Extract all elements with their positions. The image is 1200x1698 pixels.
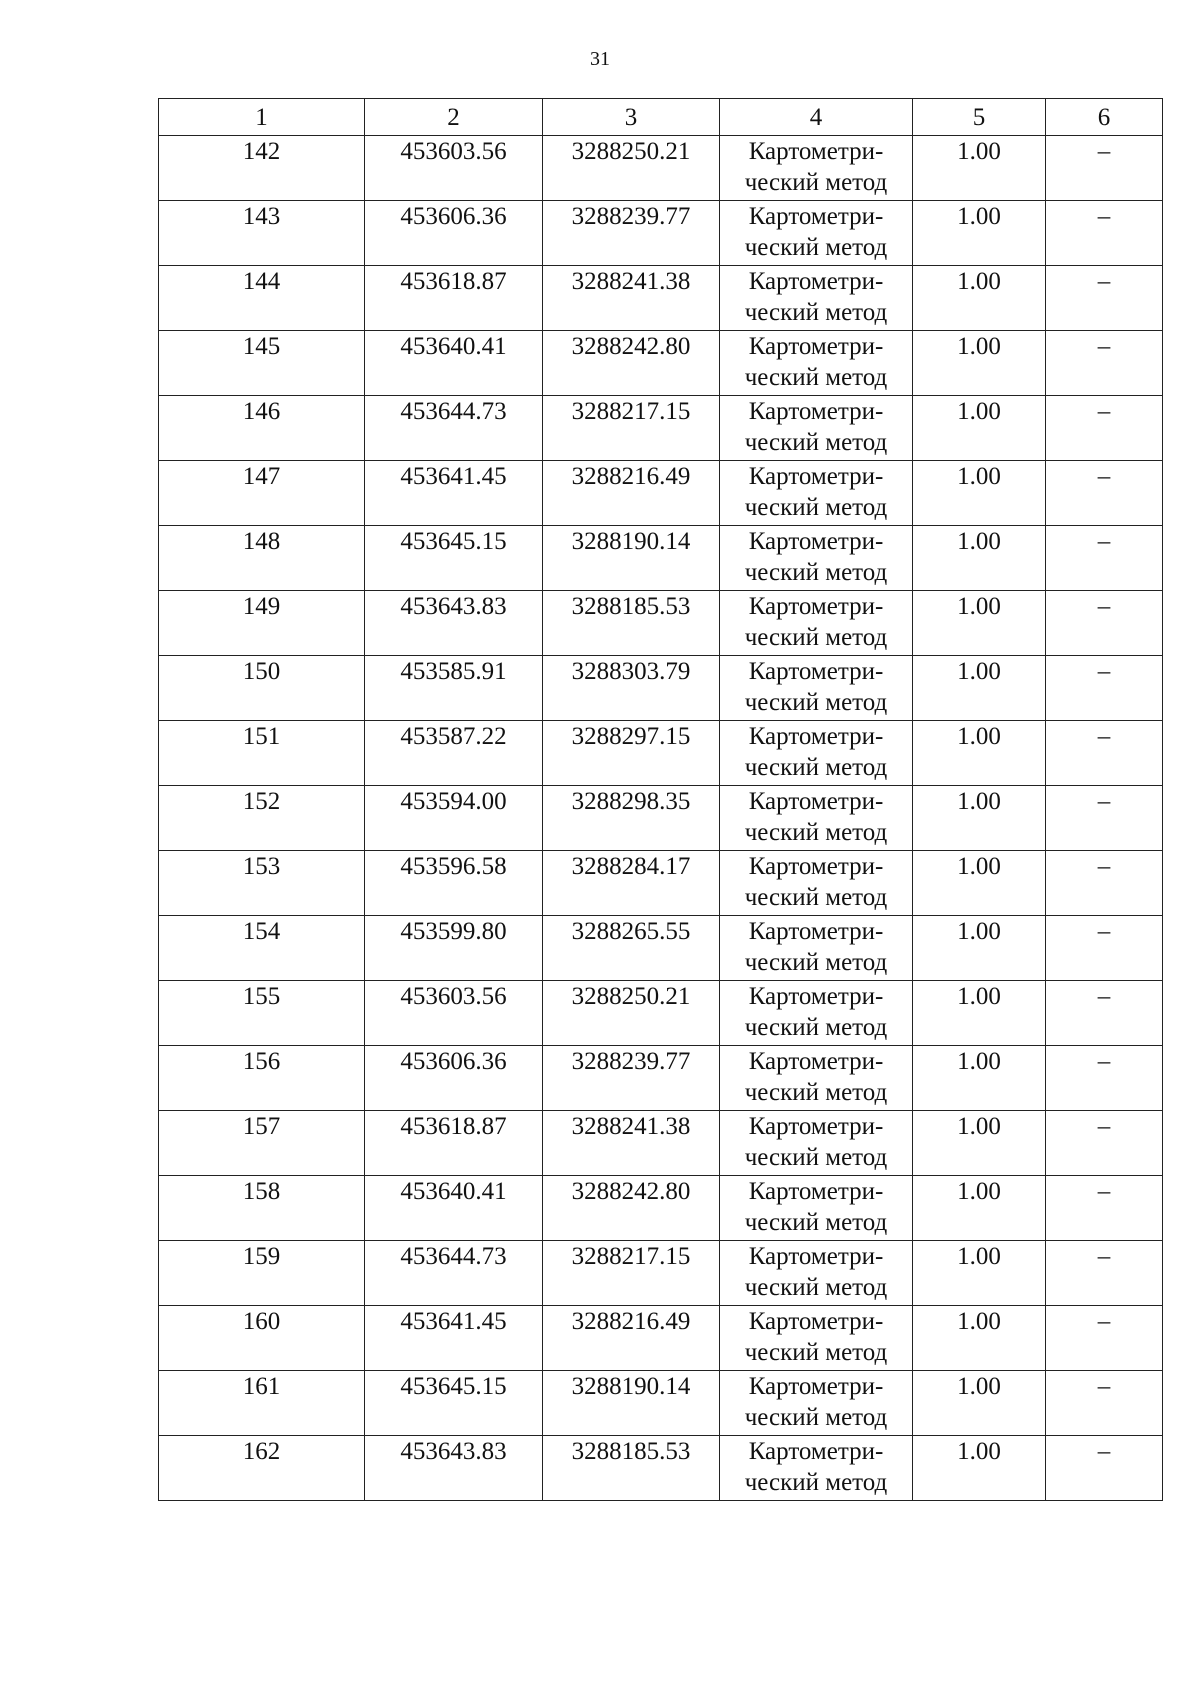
method-text-line: ческий метод	[744, 689, 888, 716]
note-cell: –	[1046, 461, 1163, 526]
table-row	[159, 331, 1163, 396]
point-number-cell: 150	[159, 656, 365, 721]
method-text-line: ческий метод	[744, 1274, 888, 1301]
method-text-line: ческий метод	[744, 624, 888, 651]
x-coordinate-cell: 453641.45	[365, 461, 543, 526]
method-text-line: Картометри-	[748, 788, 884, 815]
table-row	[159, 981, 1163, 1046]
method-text-line: ческий метод	[744, 819, 888, 846]
x-coordinate-cell: 453594.00	[365, 786, 543, 851]
method-text-line: Картометри-	[748, 723, 884, 750]
table-row	[159, 721, 1163, 786]
y-coordinate-cell: 3288250.21	[543, 981, 720, 1046]
note-cell: –	[1046, 136, 1163, 201]
method-text-line: Картометри-	[748, 268, 884, 295]
accuracy-cell: 1.00	[913, 136, 1046, 201]
method-text-line: Картометри-	[748, 853, 884, 880]
method-text-line: Картометри-	[748, 658, 884, 685]
table-row	[159, 851, 1163, 916]
x-coordinate-cell: 453599.80	[365, 916, 543, 981]
y-coordinate-cell: 3288284.17	[543, 851, 720, 916]
method-cell	[720, 266, 913, 331]
point-number-cell: 151	[159, 721, 365, 786]
accuracy-cell: 1.00	[913, 1111, 1046, 1176]
note-cell: –	[1046, 1176, 1163, 1241]
method-text-line: Картометри-	[748, 333, 884, 360]
y-coordinate-cell: 3288298.35	[543, 786, 720, 851]
accuracy-cell: 1.00	[913, 201, 1046, 266]
y-coordinate-cell: 3288265.55	[543, 916, 720, 981]
accuracy-cell: 1.00	[913, 331, 1046, 396]
method-text-line: ческий метод	[744, 884, 888, 911]
y-coordinate-cell: 3288297.15	[543, 721, 720, 786]
x-coordinate-cell: 453603.56	[365, 981, 543, 1046]
y-coordinate-cell: 3288239.77	[543, 1046, 720, 1111]
point-number-cell: 155	[159, 981, 365, 1046]
method-cell	[720, 916, 913, 981]
note-cell: –	[1046, 851, 1163, 916]
method-cell	[720, 1046, 913, 1111]
accuracy-cell: 1.00	[913, 786, 1046, 851]
method-cell	[720, 1306, 913, 1371]
page-number: 31	[590, 48, 610, 70]
point-number-cell: 144	[159, 266, 365, 331]
x-coordinate-cell: 453644.73	[365, 1241, 543, 1306]
note-cell: –	[1046, 1111, 1163, 1176]
table-row	[159, 266, 1163, 331]
method-text-line: Картометри-	[748, 463, 884, 490]
point-number-cell: 157	[159, 1111, 365, 1176]
point-number-cell: 152	[159, 786, 365, 851]
method-text-line: Картометри-	[748, 1438, 884, 1465]
method-text-line: ческий метод	[744, 1469, 888, 1496]
x-coordinate-cell: 453640.41	[365, 1176, 543, 1241]
y-coordinate-cell: 3288190.14	[543, 526, 720, 591]
x-coordinate-cell: 453587.22	[365, 721, 543, 786]
accuracy-cell: 1.00	[913, 526, 1046, 591]
point-number-cell: 162	[159, 1436, 365, 1501]
method-text-line: ческий метод	[744, 949, 888, 976]
method-cell	[720, 1241, 913, 1306]
note-cell: –	[1046, 396, 1163, 461]
method-cell	[720, 981, 913, 1046]
method-text-line: ческий метод	[744, 364, 888, 391]
accuracy-cell: 1.00	[913, 1436, 1046, 1501]
method-text-line: ческий метод	[744, 169, 888, 196]
point-number-cell: 145	[159, 331, 365, 396]
table-row	[159, 591, 1163, 656]
accuracy-cell: 1.00	[913, 461, 1046, 526]
y-coordinate-cell: 3288242.80	[543, 331, 720, 396]
note-cell: –	[1046, 1436, 1163, 1501]
method-text-line: ческий метод	[744, 494, 888, 521]
column-header: 6	[1046, 99, 1163, 136]
method-cell	[720, 656, 913, 721]
method-text-line: ческий метод	[744, 1209, 888, 1236]
point-number-cell: 159	[159, 1241, 365, 1306]
point-number-cell: 160	[159, 1306, 365, 1371]
y-coordinate-cell: 3288216.49	[543, 461, 720, 526]
x-coordinate-cell: 453603.56	[365, 136, 543, 201]
method-cell	[720, 461, 913, 526]
table-row	[159, 1176, 1163, 1241]
y-coordinate-cell: 3288190.14	[543, 1371, 720, 1436]
y-coordinate-cell: 3288185.53	[543, 1436, 720, 1501]
x-coordinate-cell: 453643.83	[365, 1436, 543, 1501]
table-row	[159, 1306, 1163, 1371]
x-coordinate-cell: 453606.36	[365, 201, 543, 266]
x-coordinate-cell: 453585.91	[365, 656, 543, 721]
method-text-line: ческий метод	[744, 1144, 888, 1171]
table-row	[159, 136, 1163, 201]
method-text-line: Картометри-	[748, 1113, 884, 1140]
method-text-line: Картометри-	[748, 1308, 884, 1335]
method-cell	[720, 786, 913, 851]
method-cell	[720, 591, 913, 656]
method-text-line: ческий метод	[744, 1404, 888, 1431]
method-cell	[720, 851, 913, 916]
method-cell	[720, 1176, 913, 1241]
method-cell	[720, 526, 913, 591]
y-coordinate-cell: 3288242.80	[543, 1176, 720, 1241]
x-coordinate-cell: 453618.87	[365, 266, 543, 331]
method-text-line: Картометри-	[748, 1048, 884, 1075]
point-number-cell: 153	[159, 851, 365, 916]
accuracy-cell: 1.00	[913, 916, 1046, 981]
method-cell	[720, 201, 913, 266]
method-text-line: Картометри-	[748, 1243, 884, 1270]
note-cell: –	[1046, 201, 1163, 266]
accuracy-cell: 1.00	[913, 851, 1046, 916]
column-header: 3	[543, 99, 720, 136]
method-cell	[720, 721, 913, 786]
accuracy-cell: 1.00	[913, 591, 1046, 656]
point-number-cell: 142	[159, 136, 365, 201]
accuracy-cell: 1.00	[913, 396, 1046, 461]
method-cell	[720, 331, 913, 396]
method-text-line: ческий метод	[744, 1339, 888, 1366]
point-number-cell: 147	[159, 461, 365, 526]
method-text-line: ческий метод	[744, 754, 888, 781]
column-header: 2	[365, 99, 543, 136]
note-cell: –	[1046, 1241, 1163, 1306]
y-coordinate-cell: 3288303.79	[543, 656, 720, 721]
y-coordinate-cell: 3288217.15	[543, 396, 720, 461]
method-text-line: ческий метод	[744, 559, 888, 586]
method-text-line: ческий метод	[744, 1079, 888, 1106]
point-number-cell: 149	[159, 591, 365, 656]
table-row	[159, 916, 1163, 981]
accuracy-cell: 1.00	[913, 266, 1046, 331]
table-row	[159, 656, 1163, 721]
y-coordinate-cell: 3288239.77	[543, 201, 720, 266]
table-row	[159, 1371, 1163, 1436]
point-number-cell: 143	[159, 201, 365, 266]
x-coordinate-cell: 453641.45	[365, 1306, 543, 1371]
table-row	[159, 1241, 1163, 1306]
note-cell: –	[1046, 266, 1163, 331]
method-text-line: Картометри-	[748, 138, 884, 165]
point-number-cell: 156	[159, 1046, 365, 1111]
accuracy-cell: 1.00	[913, 1046, 1046, 1111]
method-text-line: Картометри-	[748, 593, 884, 620]
method-cell	[720, 396, 913, 461]
x-coordinate-cell: 453645.15	[365, 1371, 543, 1436]
method-text-line: Картометри-	[748, 528, 884, 555]
method-text-line: ческий метод	[744, 299, 888, 326]
table-row	[159, 1111, 1163, 1176]
method-text-line: Картометри-	[748, 983, 884, 1010]
y-coordinate-cell: 3288250.21	[543, 136, 720, 201]
x-coordinate-cell: 453644.73	[365, 396, 543, 461]
x-coordinate-cell: 453596.58	[365, 851, 543, 916]
x-coordinate-cell: 453640.41	[365, 331, 543, 396]
accuracy-cell: 1.00	[913, 721, 1046, 786]
method-text-line: Картометри-	[748, 203, 884, 230]
accuracy-cell: 1.00	[913, 1176, 1046, 1241]
table-row	[159, 1436, 1163, 1501]
x-coordinate-cell: 453606.36	[365, 1046, 543, 1111]
note-cell: –	[1046, 526, 1163, 591]
accuracy-cell: 1.00	[913, 1371, 1046, 1436]
point-number-cell: 148	[159, 526, 365, 591]
y-coordinate-cell: 3288241.38	[543, 1111, 720, 1176]
x-coordinate-cell: 453645.15	[365, 526, 543, 591]
column-header: 4	[720, 99, 913, 136]
note-cell: –	[1046, 916, 1163, 981]
x-coordinate-cell: 453618.87	[365, 1111, 543, 1176]
y-coordinate-cell: 3288185.53	[543, 591, 720, 656]
table-header-row	[159, 99, 1163, 136]
accuracy-cell: 1.00	[913, 981, 1046, 1046]
note-cell: –	[1046, 1046, 1163, 1111]
note-cell: –	[1046, 981, 1163, 1046]
accuracy-cell: 1.00	[913, 1306, 1046, 1371]
table-row	[159, 786, 1163, 851]
y-coordinate-cell: 3288217.15	[543, 1241, 720, 1306]
x-coordinate-cell: 453643.83	[365, 591, 543, 656]
table-row	[159, 461, 1163, 526]
method-cell	[720, 1371, 913, 1436]
method-text-line: Картометри-	[748, 398, 884, 425]
note-cell: –	[1046, 1371, 1163, 1436]
coordinates-table	[158, 98, 1163, 1501]
note-cell: –	[1046, 721, 1163, 786]
table-row	[159, 396, 1163, 461]
point-number-cell: 158	[159, 1176, 365, 1241]
method-text-line: ческий метод	[744, 1014, 888, 1041]
point-number-cell: 161	[159, 1371, 365, 1436]
note-cell: –	[1046, 591, 1163, 656]
y-coordinate-cell: 3288216.49	[543, 1306, 720, 1371]
method-text-line: ческий метод	[744, 234, 888, 261]
note-cell: –	[1046, 331, 1163, 396]
method-text-line: Картометри-	[748, 918, 884, 945]
table-row	[159, 201, 1163, 266]
method-text-line: ческий метод	[744, 429, 888, 456]
accuracy-cell: 1.00	[913, 656, 1046, 721]
column-header: 5	[913, 99, 1046, 136]
table-body	[159, 136, 1163, 1501]
y-coordinate-cell: 3288241.38	[543, 266, 720, 331]
table-row	[159, 1046, 1163, 1111]
point-number-cell: 154	[159, 916, 365, 981]
note-cell: –	[1046, 786, 1163, 851]
column-header: 1	[159, 99, 365, 136]
note-cell: –	[1046, 1306, 1163, 1371]
accuracy-cell: 1.00	[913, 1241, 1046, 1306]
method-cell	[720, 1111, 913, 1176]
method-cell	[720, 1436, 913, 1501]
method-cell	[720, 136, 913, 201]
method-text-line: Картометри-	[748, 1373, 884, 1400]
table-row	[159, 526, 1163, 591]
point-number-cell: 146	[159, 396, 365, 461]
method-text-line: Картометри-	[748, 1178, 884, 1205]
note-cell: –	[1046, 656, 1163, 721]
